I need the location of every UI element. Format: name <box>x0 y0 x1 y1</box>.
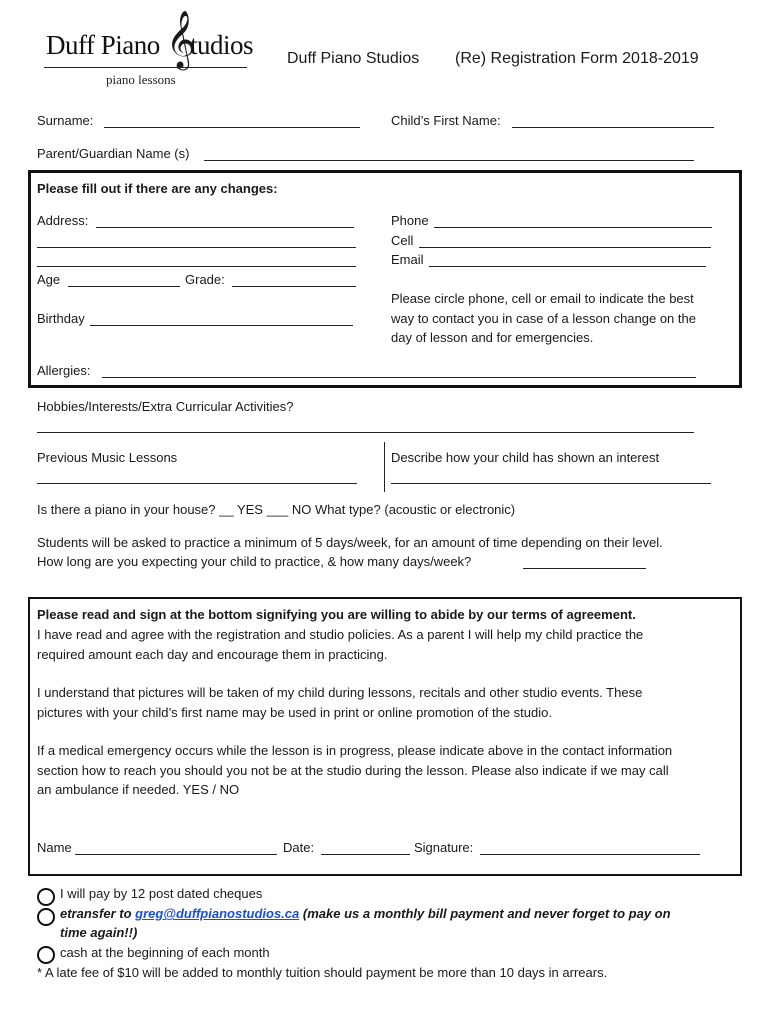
logo-subtitle: piano lessons <box>106 72 176 87</box>
logo-main-text: Duff Piano <box>46 30 160 60</box>
agreement-p1-line-2: required amount each day and encourage them in practicing. <box>37 647 388 662</box>
previous-lessons-field[interactable] <box>37 483 357 484</box>
agreement-p3-line-3: an ambulance if needed. YES / NO <box>37 782 240 797</box>
etransfer-option-label <box>60 906 671 921</box>
agreement-p3-line-1: If a medical emergency occurs while the lesson is in progress, please indicate above in the contact information <box>37 743 673 758</box>
previous-lessons-label: Previous Music Lessons <box>37 450 178 465</box>
contact-note-line-2: way to contact you in case of a lesson change on the <box>391 311 696 326</box>
agreement-p2-line-1: I understand that pictures will be taken of my child during lessons, recitals and other studio events. These <box>37 685 643 700</box>
treble-clef-icon: 𝄞 <box>166 10 196 68</box>
allergies-label: Allergies: <box>37 363 91 378</box>
cheques-radio[interactable] <box>37 888 55 906</box>
practice-line-1: Students will be asked to practice a minimum of 5 days/week, for an amount of time depending on their level. <box>37 535 663 550</box>
name-label: Name <box>37 840 72 855</box>
etransfer-email-link[interactable]: greg@duffpianostudios.ca <box>135 906 300 921</box>
cash-radio[interactable] <box>37 946 55 964</box>
logo-tail-text: tudios <box>190 30 254 60</box>
etransfer-suffix: (make us a monthly bill payment and never forget to pay on <box>299 906 671 921</box>
logo-underline <box>44 67 247 68</box>
child-first-name-label: Child’s First Name: <box>391 113 501 128</box>
studio-name: Duff Piano Studios <box>287 50 420 67</box>
address-field-3[interactable] <box>37 266 356 267</box>
signature-label: Signature: <box>414 840 474 855</box>
age-field[interactable] <box>68 286 180 287</box>
contact-note-line-3: day of lesson and for emergencies. <box>391 330 594 345</box>
date-field[interactable] <box>321 854 410 855</box>
birthday-field[interactable] <box>90 325 353 326</box>
etransfer-prefix: etransfer to <box>60 906 136 921</box>
hobbies-field[interactable] <box>37 432 694 433</box>
form-title: (Re) Registration Form 2018-2019 <box>455 50 699 67</box>
date-label: Date: <box>283 840 315 855</box>
practice-field[interactable] <box>523 568 646 569</box>
allergies-field[interactable] <box>102 377 696 378</box>
name-field[interactable] <box>75 854 277 855</box>
parent-guardian-label: Parent/Guardian Name (s) <box>37 146 190 161</box>
phone-field[interactable] <box>434 227 712 228</box>
agreement-p2-line-2: pictures with your child’s first name may be used in print or online promotion of the studio. <box>37 705 552 720</box>
describe-interest-label: Describe how your child has shown an interest <box>391 450 660 465</box>
changes-box <box>28 170 742 388</box>
surname-field[interactable] <box>104 127 360 128</box>
etransfer-radio[interactable] <box>37 908 55 926</box>
agreement-heading: Please read and sign at the bottom signifying you are willing to abide by our terms of agreement. <box>37 607 636 622</box>
cash-option-label: cash at the beginning of each month <box>60 945 270 960</box>
address-label: Address: <box>37 213 89 228</box>
cell-field[interactable] <box>419 247 711 248</box>
hobbies-label: Hobbies/Interests/Extra Curricular Activities? <box>37 399 294 414</box>
address-field-2[interactable] <box>37 247 356 248</box>
grade-field[interactable] <box>232 286 356 287</box>
piano-question: Is there a piano in your house? __ YES ___ NO What type? (acoustic or electronic) <box>37 502 516 517</box>
practice-line-2: How long are you expecting your child to practice, & how many days/week? <box>37 554 472 569</box>
column-divider <box>384 442 385 492</box>
signature-field[interactable] <box>480 854 700 855</box>
etransfer-option-line-2: time again!!) <box>60 925 138 940</box>
phone-label: Phone <box>391 213 429 228</box>
email-field[interactable] <box>429 266 706 267</box>
age-label: Age <box>37 272 61 287</box>
describe-interest-field[interactable] <box>391 483 711 484</box>
late-fee-note: * A late fee of $10 will be added to monthly tuition should payment be more than 10 days in arrears. <box>37 965 608 980</box>
changes-heading: Please fill out if there are any changes: <box>37 181 278 196</box>
email-label: Email <box>391 252 424 267</box>
parent-guardian-field[interactable] <box>204 160 694 161</box>
cheques-option-label: I will pay by 12 post dated cheques <box>60 886 263 901</box>
birthday-label: Birthday <box>37 311 85 326</box>
contact-note-line-1: Please circle phone, cell or email to indicate the best <box>391 291 694 306</box>
agreement-p1-line-1: I have read and agree with the registration and studio policies. As a parent I will help my child practice the <box>37 627 644 642</box>
surname-label: Surname: <box>37 113 94 128</box>
grade-label: Grade: <box>185 272 225 287</box>
agreement-p3-line-2: section how to reach you should you not be at the studio during the lesson. Please also indicate if we may call <box>37 763 669 778</box>
cell-label: Cell <box>391 233 414 248</box>
child-first-name-field[interactable] <box>512 127 714 128</box>
address-field-1[interactable] <box>96 227 354 228</box>
